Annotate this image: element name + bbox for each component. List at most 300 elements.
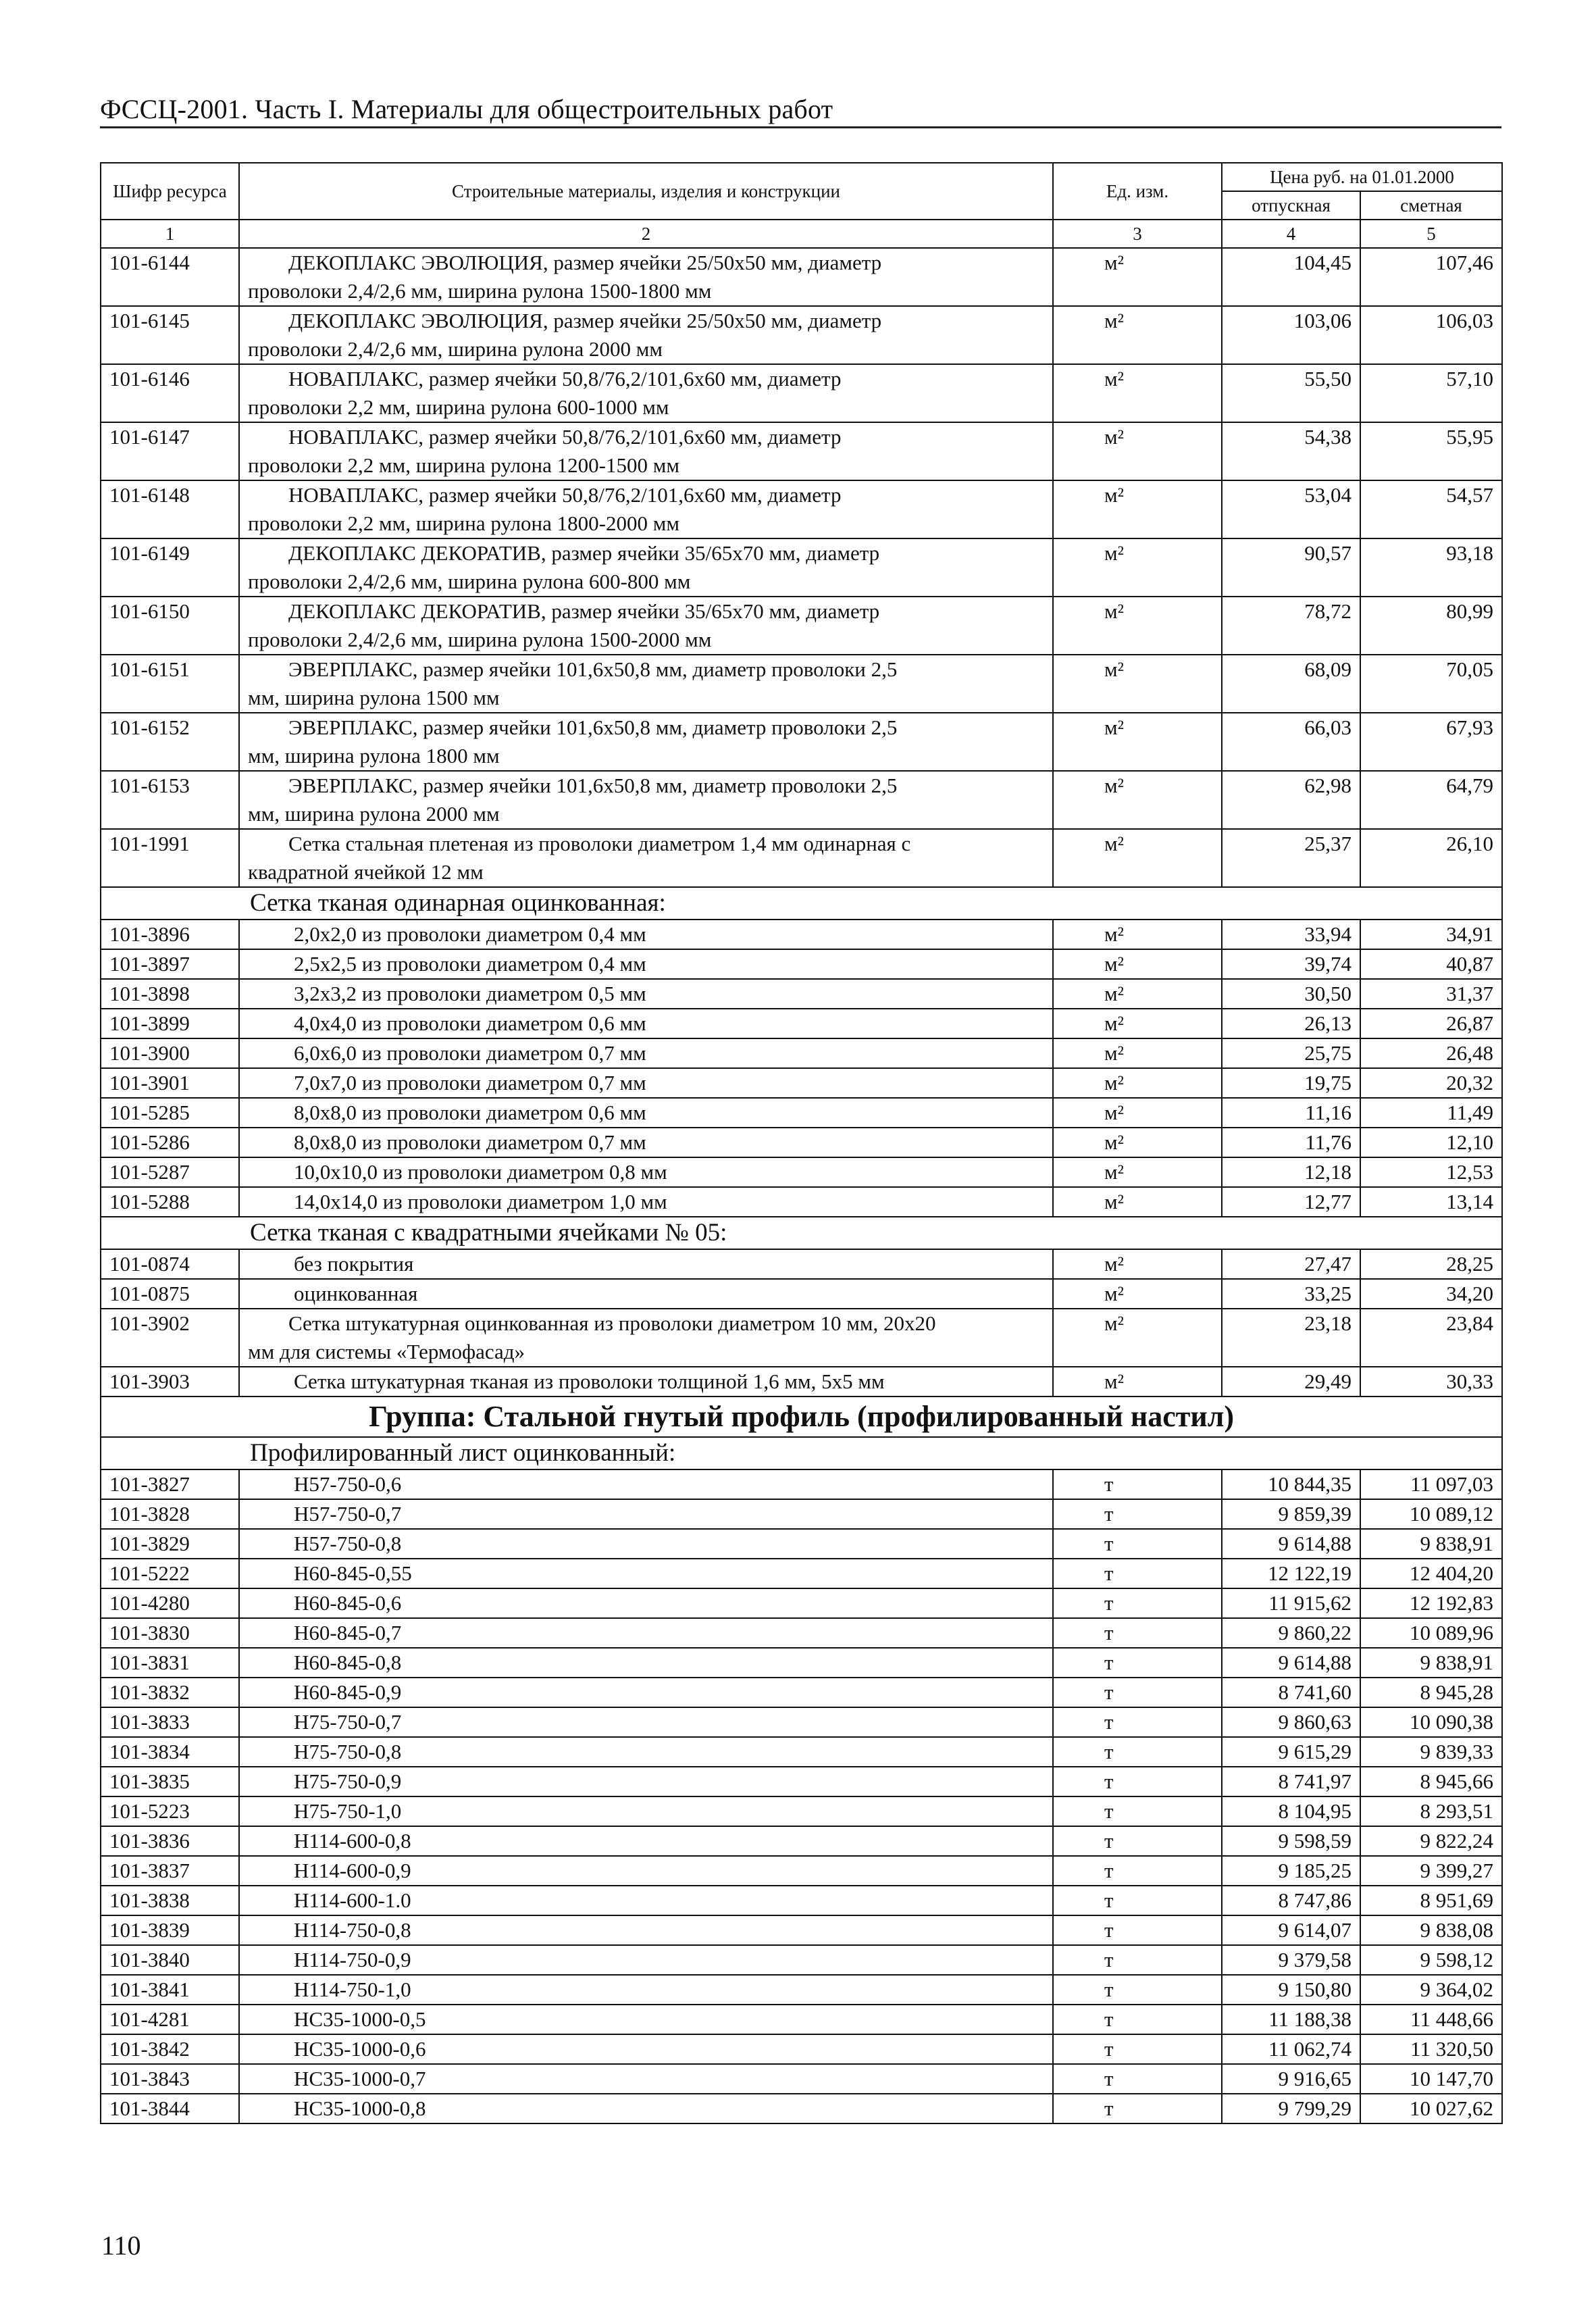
material-name: 8,0х8,0 из проволоки диаметром 0,6 мм bbox=[239, 1098, 1053, 1128]
table-row bbox=[101, 1009, 1502, 1038]
material-name: Н75-750-1,0 bbox=[239, 1796, 1053, 1826]
price-release: 9 614,07 bbox=[1222, 1915, 1360, 1945]
price-release: 66,03 bbox=[1222, 713, 1360, 771]
resource-code: 101-3844 bbox=[101, 2094, 239, 2123]
col-number: 2 bbox=[239, 220, 1053, 248]
table-row bbox=[101, 1038, 1502, 1068]
unit: м² bbox=[1053, 1187, 1222, 1217]
material-name-line: проволоки 2,4/2,6 мм, ширина рулона 2000 мм bbox=[248, 337, 663, 361]
material-name-line: ДЕКОПЛАКС ДЕКОРАТИВ, размер ячейки 35/65х70 мм, диаметр bbox=[288, 599, 880, 623]
unit: м² bbox=[1053, 480, 1222, 538]
price-release: 33,25 bbox=[1222, 1279, 1360, 1309]
resource-code: 101-0875 bbox=[101, 1279, 239, 1309]
unit: т bbox=[1053, 1826, 1222, 1856]
material-name: Н57-750-0,7 bbox=[239, 1499, 1053, 1529]
unit: т bbox=[1053, 1469, 1222, 1499]
price-release: 9 860,22 bbox=[1222, 1618, 1360, 1648]
material-name-line: мм, ширина рулона 2000 мм bbox=[248, 802, 500, 826]
unit: т bbox=[1053, 1707, 1222, 1737]
material-name: Н114-750-0,9 bbox=[239, 1945, 1053, 1975]
resource-code: 101-3831 bbox=[101, 1648, 239, 1678]
material-name: НС35-1000-0,6 bbox=[239, 2034, 1053, 2064]
unit: м² bbox=[1053, 1157, 1222, 1187]
resource-code: 101-6144 bbox=[101, 248, 239, 306]
price-estimate: 40,87 bbox=[1360, 949, 1502, 979]
header-unit: Ед. изм. bbox=[1053, 163, 1222, 220]
col-number: 5 bbox=[1360, 220, 1502, 248]
table-row bbox=[101, 1886, 1502, 1915]
price-release: 12 122,19 bbox=[1222, 1559, 1360, 1588]
price-release: 30,50 bbox=[1222, 979, 1360, 1009]
table-row bbox=[101, 979, 1502, 1009]
resource-code: 101-3838 bbox=[101, 1886, 239, 1915]
price-release: 9 598,59 bbox=[1222, 1826, 1360, 1856]
price-estimate: 10 147,70 bbox=[1360, 2064, 1502, 2094]
unit: м² bbox=[1053, 949, 1222, 979]
unit: м² bbox=[1053, 1367, 1222, 1397]
price-estimate: 20,32 bbox=[1360, 1068, 1502, 1098]
unit: т bbox=[1053, 2034, 1222, 2064]
price-release: 8 747,86 bbox=[1222, 1886, 1360, 1915]
material-name: Сетка штукатурная тканая из проволоки толщиной 1,6 мм, 5х5 мм bbox=[239, 1367, 1053, 1397]
unit: м² bbox=[1053, 655, 1222, 713]
price-release: 103,06 bbox=[1222, 306, 1360, 364]
price-estimate: 11 448,66 bbox=[1360, 2005, 1502, 2034]
price-estimate: 8 945,66 bbox=[1360, 1767, 1502, 1796]
resource-code: 101-3843 bbox=[101, 2064, 239, 2094]
material-name: 4,0х4,0 из проволоки диаметром 0,6 мм bbox=[239, 1009, 1053, 1038]
material-name-line: проволоки 2,2 мм, ширина рулона 1800-2000 мм bbox=[248, 511, 679, 535]
price-release: 90,57 bbox=[1222, 538, 1360, 597]
price-release: 33,94 bbox=[1222, 920, 1360, 949]
unit: м² bbox=[1053, 771, 1222, 829]
unit: т bbox=[1053, 1945, 1222, 1975]
price-release: 9 799,29 bbox=[1222, 2094, 1360, 2123]
table-row bbox=[101, 2064, 1502, 2094]
price-release: 9 614,88 bbox=[1222, 1529, 1360, 1559]
resource-code: 101-5287 bbox=[101, 1157, 239, 1187]
material-name-line: ЭВЕРПЛАКС, размер ячейки 101,6х50,8 мм, диаметр проволоки 2,5 bbox=[288, 715, 898, 739]
price-release: 25,37 bbox=[1222, 829, 1360, 887]
unit: м² bbox=[1053, 1009, 1222, 1038]
table-row bbox=[101, 920, 1502, 949]
price-estimate: 64,79 bbox=[1360, 771, 1502, 829]
unit: т bbox=[1053, 1975, 1222, 2005]
price-estimate: 70,05 bbox=[1360, 655, 1502, 713]
table-row bbox=[101, 771, 1502, 829]
unit: т bbox=[1053, 1796, 1222, 1826]
resource-code: 101-3833 bbox=[101, 1707, 239, 1737]
material-name bbox=[239, 829, 1053, 887]
table-row bbox=[101, 1367, 1502, 1397]
table-row bbox=[101, 1975, 1502, 2005]
material-name: Н114-600-0,8 bbox=[239, 1826, 1053, 1856]
resource-code: 101-5285 bbox=[101, 1098, 239, 1128]
unit: т bbox=[1053, 1678, 1222, 1707]
resource-code: 101-3899 bbox=[101, 1009, 239, 1038]
resource-code: 101-5222 bbox=[101, 1559, 239, 1588]
price-release: 8 104,95 bbox=[1222, 1796, 1360, 1826]
price-estimate: 28,25 bbox=[1360, 1249, 1502, 1279]
price-release: 9 150,80 bbox=[1222, 1975, 1360, 2005]
price-estimate: 26,87 bbox=[1360, 1009, 1502, 1038]
unit: м² bbox=[1053, 1279, 1222, 1309]
unit: м² bbox=[1053, 1038, 1222, 1068]
material-name: 2,0х2,0 из проволоки диаметром 0,4 мм bbox=[239, 920, 1053, 949]
price-release: 11 915,62 bbox=[1222, 1588, 1360, 1618]
unit: т bbox=[1053, 1886, 1222, 1915]
col-number: 1 bbox=[101, 220, 239, 248]
price-release: 8 741,60 bbox=[1222, 1678, 1360, 1707]
price-release: 25,75 bbox=[1222, 1038, 1360, 1068]
table-row bbox=[101, 1915, 1502, 1945]
material-name-line: проволоки 2,2 мм, ширина рулона 600-1000 мм bbox=[248, 395, 669, 419]
unit: м² bbox=[1053, 538, 1222, 597]
material-name bbox=[239, 1309, 1053, 1367]
price-estimate: 9 839,33 bbox=[1360, 1737, 1502, 1767]
unit: т bbox=[1053, 1767, 1222, 1796]
unit: м² bbox=[1053, 597, 1222, 655]
material-name-line: ЭВЕРПЛАКС, размер ячейки 101,6х50,8 мм, диаметр проволоки 2,5 bbox=[288, 774, 898, 797]
material-name bbox=[239, 597, 1053, 655]
header-price-group: Цена руб. на 01.01.2000 bbox=[1222, 163, 1502, 191]
unit: т bbox=[1053, 2094, 1222, 2123]
unit: т bbox=[1053, 1648, 1222, 1678]
page-header bbox=[100, 93, 1501, 128]
price-estimate: 12,53 bbox=[1360, 1157, 1502, 1187]
material-name: 8,0х8,0 из проволоки диаметром 0,7 мм bbox=[239, 1128, 1053, 1157]
section-heading bbox=[101, 1217, 1502, 1249]
resource-code: 101-6149 bbox=[101, 538, 239, 597]
material-name: без покрытия bbox=[239, 1249, 1053, 1279]
material-name-line: ДЕКОПЛАКС ЭВОЛЮЦИЯ, размер ячейки 25/50х50 мм, диаметр bbox=[288, 309, 882, 332]
price-estimate: 12,10 bbox=[1360, 1128, 1502, 1157]
material-name: Н75-750-0,9 bbox=[239, 1767, 1053, 1796]
unit: т bbox=[1053, 1499, 1222, 1529]
price-release: 10 844,35 bbox=[1222, 1469, 1360, 1499]
section-heading-text: Сетка тканая одинарная оцинкованная: bbox=[101, 887, 1502, 920]
unit: м² bbox=[1053, 1068, 1222, 1098]
table-header-row bbox=[101, 163, 1502, 191]
unit: т bbox=[1053, 1588, 1222, 1618]
resource-code: 101-5286 bbox=[101, 1128, 239, 1157]
unit: м² bbox=[1053, 422, 1222, 480]
table-row bbox=[101, 1737, 1502, 1767]
material-name-line: НОВАПЛАКС, размер ячейки 50,8/76,2/101,6х60 мм, диаметр bbox=[288, 483, 842, 507]
price-release: 55,50 bbox=[1222, 364, 1360, 422]
table-row bbox=[101, 949, 1502, 979]
price-release: 9 379,58 bbox=[1222, 1945, 1360, 1975]
unit: м² bbox=[1053, 920, 1222, 949]
table-row bbox=[101, 1249, 1502, 1279]
price-release: 29,49 bbox=[1222, 1367, 1360, 1397]
material-name: 7,0х7,0 из проволоки диаметром 0,7 мм bbox=[239, 1068, 1053, 1098]
unit: м² bbox=[1053, 364, 1222, 422]
resource-code: 101-3842 bbox=[101, 2034, 239, 2064]
material-name: Н60-845-0,55 bbox=[239, 1559, 1053, 1588]
resource-code: 101-6146 bbox=[101, 364, 239, 422]
material-name-line: мм, ширина рулона 1500 мм bbox=[248, 686, 500, 709]
price-estimate: 67,93 bbox=[1360, 713, 1502, 771]
price-estimate: 9 838,91 bbox=[1360, 1648, 1502, 1678]
price-estimate: 34,20 bbox=[1360, 1279, 1502, 1309]
table-row bbox=[101, 1856, 1502, 1886]
material-name: Н114-600-1.0 bbox=[239, 1886, 1053, 1915]
table-row bbox=[101, 597, 1502, 655]
material-name: НС35-1000-0,7 bbox=[239, 2064, 1053, 2094]
price-estimate: 9 364,02 bbox=[1360, 1975, 1502, 2005]
price-estimate: 54,57 bbox=[1360, 480, 1502, 538]
price-estimate: 10 027,62 bbox=[1360, 2094, 1502, 2123]
price-estimate: 55,95 bbox=[1360, 422, 1502, 480]
price-estimate: 10 090,38 bbox=[1360, 1707, 1502, 1737]
resource-code: 101-3836 bbox=[101, 1826, 239, 1856]
price-estimate: 57,10 bbox=[1360, 364, 1502, 422]
price-estimate: 93,18 bbox=[1360, 538, 1502, 597]
resource-code: 101-3840 bbox=[101, 1945, 239, 1975]
material-name: НС35-1000-0,8 bbox=[239, 2094, 1053, 2123]
unit: м² bbox=[1053, 979, 1222, 1009]
material-name: Н114-600-0,9 bbox=[239, 1856, 1053, 1886]
resource-code: 101-3832 bbox=[101, 1678, 239, 1707]
material-name: 3,2х3,2 из проволоки диаметром 0,5 мм bbox=[239, 979, 1053, 1009]
resource-code: 101-4280 bbox=[101, 1588, 239, 1618]
price-estimate: 13,14 bbox=[1360, 1187, 1502, 1217]
price-release: 78,72 bbox=[1222, 597, 1360, 655]
resource-code: 101-4281 bbox=[101, 2005, 239, 2034]
price-release: 12,18 bbox=[1222, 1157, 1360, 1187]
material-name-line: НОВАПЛАКС, размер ячейки 50,8/76,2/101,6х60 мм, диаметр bbox=[288, 425, 842, 449]
material-name bbox=[239, 655, 1053, 713]
price-release: 9 615,29 bbox=[1222, 1737, 1360, 1767]
unit: м² bbox=[1053, 829, 1222, 887]
material-name: Н114-750-1,0 bbox=[239, 1975, 1053, 2005]
material-name bbox=[239, 422, 1053, 480]
resource-code: 101-3897 bbox=[101, 949, 239, 979]
resource-code: 101-6145 bbox=[101, 306, 239, 364]
price-estimate: 80,99 bbox=[1360, 597, 1502, 655]
unit: т bbox=[1053, 1618, 1222, 1648]
material-name: 2,5х2,5 из проволоки диаметром 0,4 мм bbox=[239, 949, 1053, 979]
material-name bbox=[239, 480, 1053, 538]
table-row bbox=[101, 1469, 1502, 1499]
material-name: Н75-750-0,8 bbox=[239, 1737, 1053, 1767]
table-row bbox=[101, 1529, 1502, 1559]
table-row bbox=[101, 1707, 1502, 1737]
material-name-line: Сетка стальная плетеная из проволоки диаметром 1,4 мм одинарная с bbox=[288, 832, 911, 855]
resource-code: 101-3828 bbox=[101, 1499, 239, 1529]
header-price-estimate: сметная bbox=[1360, 191, 1502, 220]
col-number: 3 bbox=[1053, 220, 1222, 248]
resource-code: 101-3834 bbox=[101, 1737, 239, 1767]
price-estimate: 26,10 bbox=[1360, 829, 1502, 887]
material-name: Н57-750-0,6 bbox=[239, 1469, 1053, 1499]
price-release: 54,38 bbox=[1222, 422, 1360, 480]
material-name-line: квадратной ячейкой 12 мм bbox=[248, 860, 484, 884]
table-row bbox=[101, 2034, 1502, 2064]
table-row bbox=[101, 1678, 1502, 1707]
material-name-line: проволоки 2,2 мм, ширина рулона 1200-1500 мм bbox=[248, 453, 679, 477]
column-number-row bbox=[101, 220, 1502, 248]
resource-code: 101-3896 bbox=[101, 920, 239, 949]
price-estimate: 9 838,08 bbox=[1360, 1915, 1502, 1945]
price-estimate: 23,84 bbox=[1360, 1309, 1502, 1367]
price-release: 11,76 bbox=[1222, 1128, 1360, 1157]
resource-code: 101-3898 bbox=[101, 979, 239, 1009]
price-release: 11 062,74 bbox=[1222, 2034, 1360, 2064]
material-name: Н75-750-0,7 bbox=[239, 1707, 1053, 1737]
price-estimate: 8 945,28 bbox=[1360, 1678, 1502, 1707]
unit: м² bbox=[1053, 1098, 1222, 1128]
price-estimate: 26,48 bbox=[1360, 1038, 1502, 1068]
price-estimate: 12 192,83 bbox=[1360, 1588, 1502, 1618]
unit: м² bbox=[1053, 1309, 1222, 1367]
table-row bbox=[101, 422, 1502, 480]
price-estimate: 30,33 bbox=[1360, 1367, 1502, 1397]
material-name-line: мм для системы «Термофасад» bbox=[248, 1340, 525, 1363]
resource-code: 101-3839 bbox=[101, 1915, 239, 1945]
table-row bbox=[101, 538, 1502, 597]
price-release: 11,16 bbox=[1222, 1098, 1360, 1128]
resource-code: 101-3900 bbox=[101, 1038, 239, 1068]
unit: м² bbox=[1053, 306, 1222, 364]
price-release: 23,18 bbox=[1222, 1309, 1360, 1367]
material-name bbox=[239, 364, 1053, 422]
page-header-title: ФССЦ-2001. Часть I. Материалы для общестроительных работ bbox=[100, 94, 833, 124]
header-name: Строительные материалы, изделия и конструкции bbox=[239, 163, 1053, 220]
unit: т bbox=[1053, 2064, 1222, 2094]
table-row bbox=[101, 1279, 1502, 1309]
unit: т bbox=[1053, 1737, 1222, 1767]
price-release: 53,04 bbox=[1222, 480, 1360, 538]
resource-code: 101-3837 bbox=[101, 1856, 239, 1886]
price-estimate: 11 097,03 bbox=[1360, 1469, 1502, 1499]
header-code: Шифр ресурса bbox=[101, 163, 239, 220]
material-name-line: ДЕКОПЛАКС ЭВОЛЮЦИЯ, размер ячейки 25/50х50 мм, диаметр bbox=[288, 251, 882, 274]
table-row bbox=[101, 1499, 1502, 1529]
price-release: 104,45 bbox=[1222, 248, 1360, 306]
table-row bbox=[101, 1618, 1502, 1648]
table-row bbox=[101, 480, 1502, 538]
price-release: 9 860,63 bbox=[1222, 1707, 1360, 1737]
unit: т bbox=[1053, 1559, 1222, 1588]
price-release: 8 741,97 bbox=[1222, 1767, 1360, 1796]
price-estimate: 8 293,51 bbox=[1360, 1796, 1502, 1826]
table-row bbox=[101, 1098, 1502, 1128]
price-estimate: 31,37 bbox=[1360, 979, 1502, 1009]
resource-code: 101-6148 bbox=[101, 480, 239, 538]
table-row bbox=[101, 1945, 1502, 1975]
table-row bbox=[101, 1309, 1502, 1367]
unit: м² bbox=[1053, 1128, 1222, 1157]
resource-code: 101-1991 bbox=[101, 829, 239, 887]
price-release: 19,75 bbox=[1222, 1068, 1360, 1098]
price-estimate: 11,49 bbox=[1360, 1098, 1502, 1128]
material-name: Н57-750-0,8 bbox=[239, 1529, 1053, 1559]
price-estimate: 12 404,20 bbox=[1360, 1559, 1502, 1588]
price-release: 39,74 bbox=[1222, 949, 1360, 979]
price-release: 12,77 bbox=[1222, 1187, 1360, 1217]
price-estimate: 11 320,50 bbox=[1360, 2034, 1502, 2064]
material-name: Н60-845-0,7 bbox=[239, 1618, 1053, 1648]
resource-code: 101-3827 bbox=[101, 1469, 239, 1499]
price-estimate: 9 598,12 bbox=[1360, 1945, 1502, 1975]
price-release: 62,98 bbox=[1222, 771, 1360, 829]
material-name-line: ДЕКОПЛАКС ДЕКОРАТИВ, размер ячейки 35/65х70 мм, диаметр bbox=[288, 541, 880, 565]
price-release: 9 859,39 bbox=[1222, 1499, 1360, 1529]
resource-code: 101-3841 bbox=[101, 1975, 239, 2005]
table-row bbox=[101, 1157, 1502, 1187]
resource-code: 101-3901 bbox=[101, 1068, 239, 1098]
unit: т bbox=[1053, 2005, 1222, 2034]
table-row bbox=[101, 364, 1502, 422]
material-name bbox=[239, 713, 1053, 771]
material-name: 10,0х10,0 из проволоки диаметром 0,8 мм bbox=[239, 1157, 1053, 1187]
resource-code: 101-3835 bbox=[101, 1767, 239, 1796]
table-row bbox=[101, 713, 1502, 771]
table-row bbox=[101, 829, 1502, 887]
table-row bbox=[101, 1796, 1502, 1826]
material-name: оцинкованная bbox=[239, 1279, 1053, 1309]
material-name bbox=[239, 538, 1053, 597]
material-name: Н114-750-0,8 bbox=[239, 1915, 1053, 1945]
col-number: 4 bbox=[1222, 220, 1360, 248]
price-release: 9 185,25 bbox=[1222, 1856, 1360, 1886]
price-release: 11 188,38 bbox=[1222, 2005, 1360, 2034]
price-estimate: 10 089,96 bbox=[1360, 1618, 1502, 1648]
resource-code: 101-6147 bbox=[101, 422, 239, 480]
price-estimate: 107,46 bbox=[1360, 248, 1502, 306]
price-release: 68,09 bbox=[1222, 655, 1360, 713]
table-row bbox=[101, 1648, 1502, 1678]
resource-code: 101-6153 bbox=[101, 771, 239, 829]
price-estimate: 9 822,24 bbox=[1360, 1826, 1502, 1856]
resource-code: 101-5223 bbox=[101, 1796, 239, 1826]
unit: т bbox=[1053, 1915, 1222, 1945]
table-row bbox=[101, 2094, 1502, 2123]
price-table bbox=[100, 162, 1503, 2124]
material-name-line: мм, ширина рулона 1800 мм bbox=[248, 744, 500, 768]
material-name: НС35-1000-0,5 bbox=[239, 2005, 1053, 2034]
material-name bbox=[239, 248, 1053, 306]
resource-code: 101-3830 bbox=[101, 1618, 239, 1648]
material-name: 6,0х6,0 из проволоки диаметром 0,7 мм bbox=[239, 1038, 1053, 1068]
table-row bbox=[101, 1187, 1502, 1217]
unit: м² bbox=[1053, 1249, 1222, 1279]
material-name: Н60-845-0,6 bbox=[239, 1588, 1053, 1618]
price-estimate: 9 838,91 bbox=[1360, 1529, 1502, 1559]
resource-code: 101-3829 bbox=[101, 1529, 239, 1559]
table-row bbox=[101, 306, 1502, 364]
resource-code: 101-6150 bbox=[101, 597, 239, 655]
page-number: 110 bbox=[101, 2230, 141, 2261]
material-name-line: ЭВЕРПЛАКС, размер ячейки 101,6х50,8 мм, диаметр проволоки 2,5 bbox=[288, 657, 898, 681]
price-release: 27,47 bbox=[1222, 1249, 1360, 1279]
table-row bbox=[101, 248, 1502, 306]
material-name-line: проволоки 2,4/2,6 мм, ширина рулона 1500-2000 мм bbox=[248, 628, 712, 651]
section-heading-text: Сетка тканая с квадратными ячейками № 05: bbox=[101, 1217, 1502, 1249]
price-release: 9 916,65 bbox=[1222, 2064, 1360, 2094]
price-estimate: 10 089,12 bbox=[1360, 1499, 1502, 1529]
unit: т bbox=[1053, 1529, 1222, 1559]
section-heading bbox=[101, 887, 1502, 920]
table-row bbox=[101, 655, 1502, 713]
table-row bbox=[101, 1128, 1502, 1157]
section-heading bbox=[101, 1437, 1502, 1469]
resource-code: 101-5288 bbox=[101, 1187, 239, 1217]
table-row bbox=[101, 1068, 1502, 1098]
material-name bbox=[239, 306, 1053, 364]
